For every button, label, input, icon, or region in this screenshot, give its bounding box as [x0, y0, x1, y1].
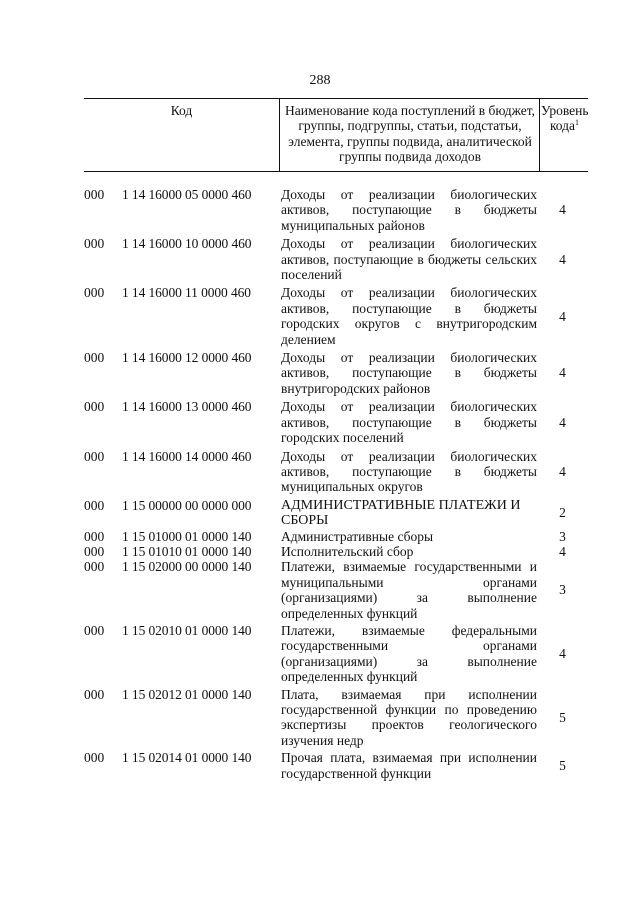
code-level: 4 — [559, 463, 566, 479]
admin-code: 000 — [84, 686, 105, 702]
header-code: Код — [170, 103, 193, 118]
table-row — [84, 187, 588, 233]
admin-code: 000 — [84, 543, 105, 559]
table-row — [84, 285, 588, 347]
revenue-code: 1 15 02010 01 0000 140 — [122, 622, 252, 638]
admin-code: 000 — [84, 399, 105, 415]
code-level: 4 — [559, 414, 566, 430]
revenue-name: Прочая плата, взимаемая при исполнении государственной функции — [281, 750, 537, 781]
revenue-name: Доходы от реализации биологических активов, поступающие в бюджеты сельских поселений — [281, 236, 537, 283]
admin-code: 000 — [84, 285, 105, 301]
revenue-name: АДМИНИСТРАТИВНЫЕ ПЛАТЕЖИ И СБОРЫ — [281, 497, 521, 529]
revenue-name: Плата, взимаемая при исполнении государственной функции по проведению экспертизы проектов геологического изучения недр — [281, 686, 537, 748]
code-level: 3 — [559, 528, 566, 544]
revenue-code: 1 15 00000 00 0000 000 — [122, 497, 252, 513]
revenue-code: 1 14 16000 11 0000 460 — [122, 285, 251, 301]
revenue-name: Доходы от реализации биологических активов, поступающие в бюджеты городских поселений — [281, 399, 537, 446]
revenue-code: 1 14 16000 05 0000 460 — [122, 187, 252, 202]
admin-code: 000 — [84, 497, 105, 513]
admin-code: 000 — [84, 622, 105, 638]
revenue-code: 1 15 02014 01 0000 140 — [122, 750, 252, 766]
table-row — [84, 236, 588, 282]
code-level: 4 — [559, 543, 566, 559]
admin-code: 000 — [84, 528, 105, 544]
code-level: 5 — [559, 757, 566, 773]
code-level: 3 — [559, 582, 566, 598]
admin-code: 000 — [84, 236, 105, 252]
table-row — [84, 399, 588, 445]
table-header — [84, 98, 588, 172]
revenue-name: Исполнительский сбор — [281, 543, 414, 559]
table-row — [84, 750, 588, 781]
revenue-name: Доходы от реализации биологических активов, поступающие в бюджеты городских округов с внутригородским делением — [281, 285, 537, 347]
table-row — [84, 544, 588, 559]
revenue-code: 1 15 02012 01 0000 140 — [122, 686, 252, 702]
admin-code: 000 — [84, 187, 105, 202]
revenue-code: 1 14 16000 13 0000 460 — [122, 399, 252, 415]
column-divider — [279, 99, 280, 171]
revenue-name: Доходы от реализации биологических активов, поступающие в бюджеты муниципальных районов — [281, 187, 537, 233]
revenue-name: Платежи, взимаемые государственными и муниципальными органами (организациями) за выполнение определенных функций — [281, 559, 537, 621]
code-level: 4 — [559, 365, 566, 381]
table-row — [84, 498, 588, 529]
table-row — [84, 529, 588, 544]
revenue-code: 1 14 16000 14 0000 460 — [122, 448, 252, 464]
admin-code: 000 — [84, 559, 105, 575]
revenue-code: 1 14 16000 12 0000 460 — [122, 350, 252, 366]
table-row — [84, 623, 588, 685]
header-name: Наименование кода поступлений в бюджет, группы, подгруппы, статьи, подстатьи, элемента, группы подвида, аналитической группы подвида доходов — [284, 103, 535, 165]
footnote-mark: 1 — [575, 118, 580, 128]
table-row — [84, 350, 588, 396]
revenue-code: 1 15 02000 00 0000 140 — [122, 559, 252, 575]
revenue-code: 1 14 16000 10 0000 460 — [122, 236, 252, 252]
table-row — [84, 559, 588, 621]
code-level: 4 — [559, 308, 566, 324]
admin-code: 000 — [84, 750, 105, 766]
page-number: 288 — [309, 73, 331, 88]
revenue-name: Доходы от реализации биологических активов, поступающие в бюджеты муниципальных округов — [281, 448, 537, 495]
revenue-name: Административные сборы — [281, 528, 434, 544]
code-level: 4 — [559, 202, 566, 218]
column-divider — [539, 99, 540, 171]
table-body — [84, 187, 588, 781]
revenue-code: 1 15 01010 01 0000 140 — [122, 543, 252, 559]
revenue-name: Доходы от реализации биологических активов, поступающие в бюджеты внутригородских районов — [281, 350, 537, 396]
code-level: 2 — [559, 505, 566, 521]
header-level-label: Уровень кода — [541, 103, 589, 134]
revenue-name: Платежи, взимаемые федеральными государственными органами (организациями) за выполнение определенных функций — [281, 622, 537, 685]
table-row — [84, 449, 588, 495]
code-level: 4 — [559, 251, 566, 267]
table-row — [84, 687, 588, 749]
revenue-code: 1 15 01000 01 0000 140 — [122, 528, 252, 544]
admin-code: 000 — [84, 350, 105, 366]
code-level: 5 — [559, 709, 566, 725]
code-level: 4 — [559, 646, 566, 662]
admin-code: 000 — [84, 448, 105, 464]
header-level — [541, 103, 588, 134]
